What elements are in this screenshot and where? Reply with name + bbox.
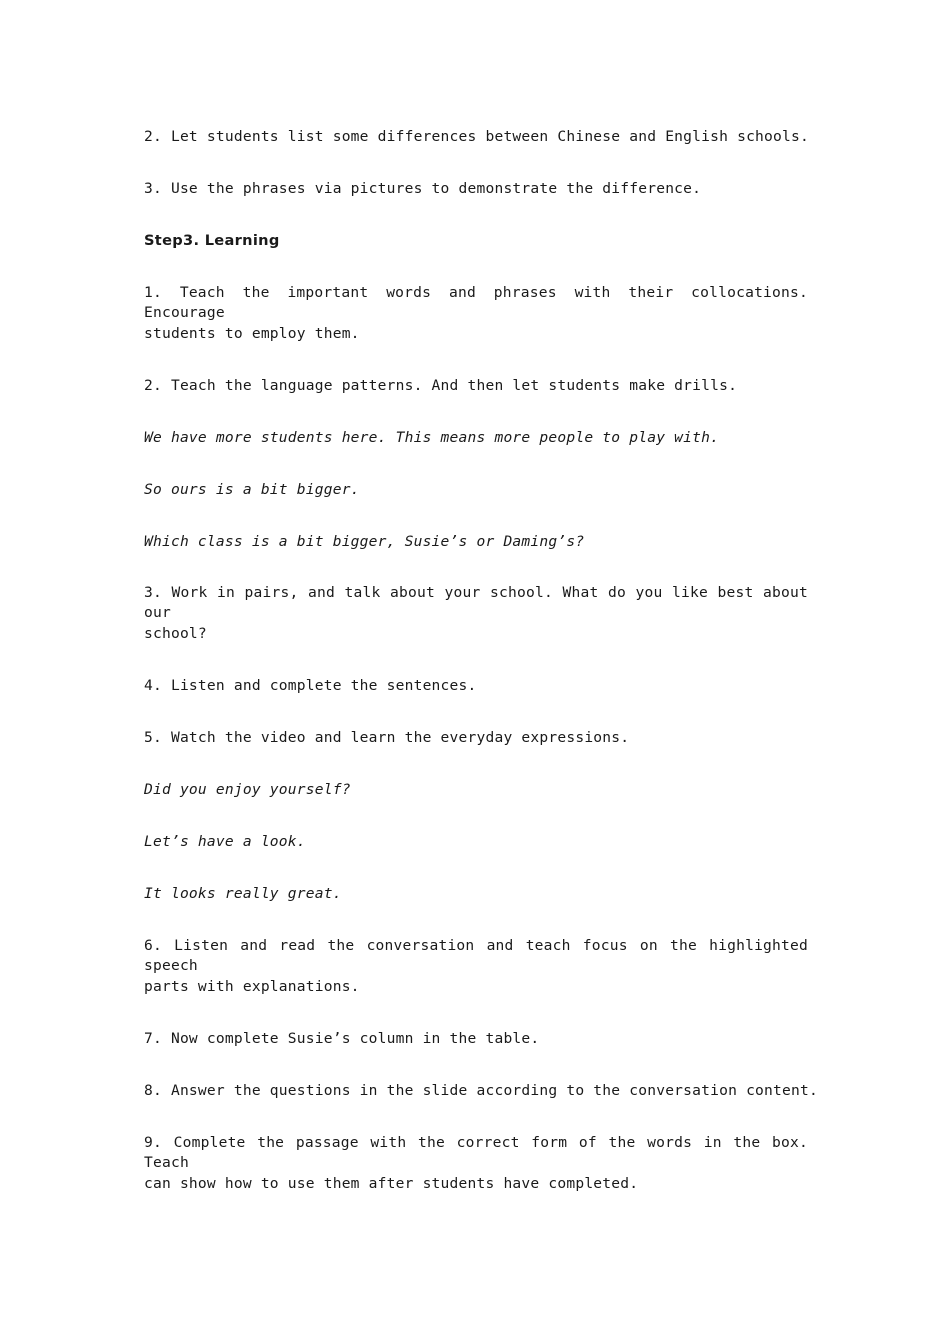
example-sentence: Which class is a bit bigger, Susie’s or Daming’s? (144, 533, 585, 550)
list-item: 3. Use the phrases via pictures to demonstrate the difference. (144, 180, 702, 197)
list-item-continuation: students to employ them. (144, 325, 360, 342)
section-heading: Step3. Learning (144, 232, 280, 249)
list-item: 6. Listen and read the conversation and teach focus on the highlighted speech (144, 937, 808, 974)
example-sentence: Let’s have a look. (144, 833, 306, 850)
example-sentence: We have more students here. This means more people to play with. (144, 429, 720, 446)
list-item: 3. Work in pairs, and talk about your school. What do you like best about our (144, 584, 808, 621)
list-item: 2. Teach the language patterns. And then let students make drills. (144, 377, 738, 394)
list-item: 4. Listen and complete the sentences. (144, 677, 477, 694)
list-item: 8. Answer the questions in the slide according to the conversation content. (144, 1082, 818, 1099)
example-sentence: Did you enjoy yourself? (144, 781, 351, 798)
list-item-continuation: can show how to use them after students have completed. (144, 1175, 639, 1192)
example-sentence: So ours is a bit bigger. (144, 481, 360, 498)
list-item: 9. Complete the passage with the correct form of the words in the box. Teach (144, 1134, 808, 1171)
list-item-continuation: parts with explanations. (144, 978, 360, 995)
example-sentence: It looks really great. (144, 885, 342, 902)
list-item: 7. Now complete Susie’s column in the table. (144, 1030, 540, 1047)
list-item-continuation: school? (144, 625, 207, 642)
list-item: 2. Let students list some differences between Chinese and English schools. (144, 128, 809, 145)
list-item: 5. Watch the video and learn the everyday expressions. (144, 729, 630, 746)
list-item: 1. Teach the important words and phrases with their collocations. Encourage (144, 284, 808, 321)
